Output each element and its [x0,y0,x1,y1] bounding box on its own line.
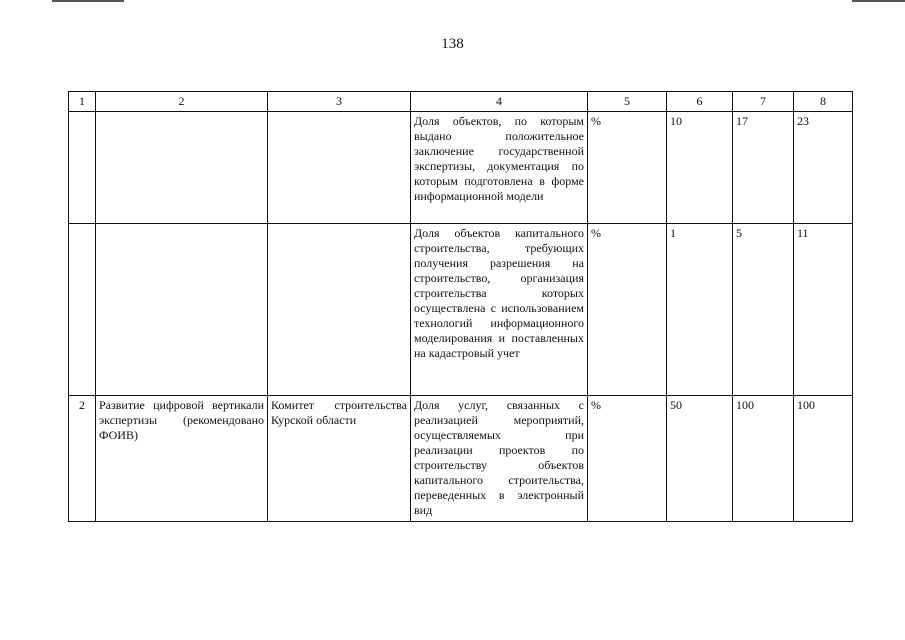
value-cell-8: 11 [794,224,853,396]
indicator-cell: Доля объектов капитального строительства, требующих получения разрешения на строительство, организация строительства которых осуществлена с использованием технологий информационного моделирования и поставленных на кадастровый учет [411,224,588,396]
value-cell-7: 17 [733,112,794,224]
column-number: 8 [794,92,853,112]
unit-cell: % [588,396,667,522]
column-number: 4 [411,92,588,112]
column-number: 2 [96,92,268,112]
responsible-cell [268,224,411,396]
responsible-cell [268,112,411,224]
table-row [69,112,853,224]
measure-name-cell [96,224,268,396]
column-number: 1 [69,92,96,112]
column-number: 7 [733,92,794,112]
value-cell-7: 100 [733,396,794,522]
scan-edge-left [52,0,124,2]
indicator-cell: Доля услуг, связанных с реализацией мероприятий, осуществляемых при реализации проектов по строительству объектов капитального строительства, переведенных в электронный вид [411,396,588,522]
row-number-cell: 2 [69,396,96,522]
unit-cell: % [588,224,667,396]
table-row [69,224,853,396]
column-number: 6 [667,92,733,112]
indicator-cell: Доля объектов, по которым выдано положительное заключение государственной экспертизы, документация по которым подготовлена в форме информационной модели [411,112,588,224]
scan-edge-right [852,0,905,2]
measure-name-cell: Развитие цифровой вертикали экспертизы (рекомендовано ФОИВ) [96,396,268,522]
value-cell-8: 23 [794,112,853,224]
row-number-cell [69,112,96,224]
unit-cell: % [588,112,667,224]
measure-name-cell [96,112,268,224]
row-number-cell [69,224,96,396]
value-cell-8: 100 [794,396,853,522]
value-cell-7: 5 [733,224,794,396]
value-cell-6: 50 [667,396,733,522]
column-number: 3 [268,92,411,112]
value-cell-6: 1 [667,224,733,396]
value-cell-6: 10 [667,112,733,224]
column-number-row [69,92,853,112]
responsible-cell: Комитет строительства Курской области [268,396,411,522]
column-number: 5 [588,92,667,112]
page-number: 138 [441,36,464,52]
table-row [69,396,853,522]
indicators-table [68,91,853,522]
